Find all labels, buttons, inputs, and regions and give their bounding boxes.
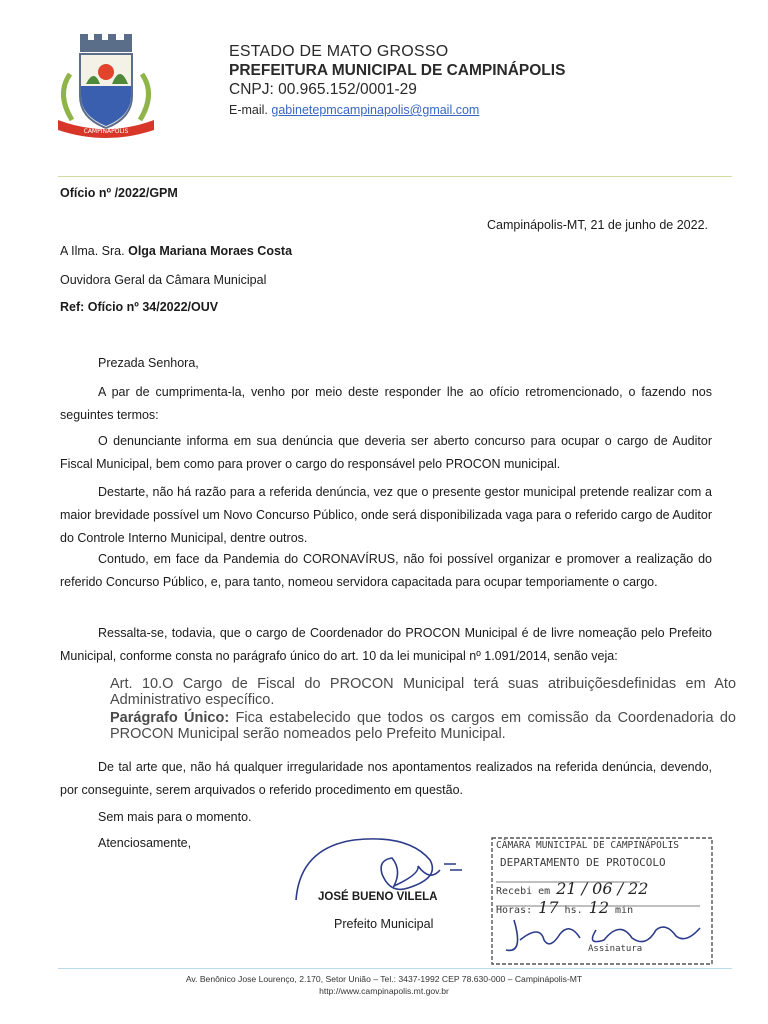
- salutation: Prezada Senhora,: [98, 356, 199, 370]
- paragraph-label: Parágrafo Único:: [110, 710, 230, 726]
- closing-line: Sem mais para o momento.: [98, 810, 252, 824]
- cnpj: CNPJ: 00.965.152/0001-29: [229, 81, 417, 98]
- hours-value: 17: [538, 898, 559, 917]
- addressee-role: Ouvidora Geral da Câmara Municipal: [60, 273, 267, 287]
- state-name: ESTADO DE MATO GROSSO: [229, 43, 449, 60]
- reference: Ref: Ofício nº 34/2022/OUV: [60, 300, 219, 314]
- paragraph-text: Fica estabelecido que todos os cargos em comissão da Coordenadoria do PROCON Municipal serão nomeados pelo Prefeito Municipal.: [110, 710, 736, 742]
- body-paragraph: O denunciante informa em sua denúncia que deveria ser aberto concurso para ocupar o cargo de Auditor Fiscal Municipal, bem como para prover o cargo do responsável pelo PROCON municipal.: [60, 434, 712, 471]
- body-paragraph: Destarte, não há razão para a referida denúncia, vez que o presente gestor municipal pretende realizar com a maior brevidade possível um Novo Concurso Público, onde será disponibilizada vaga para o referido cargo de Auditor do Controle Interno Municipal, dentre outros.: [60, 485, 712, 545]
- addressee-name: Olga Mariana Moraes Costa: [128, 244, 293, 258]
- body-paragraph: Ressalta-se, todavia, que o cargo de Coordenador do PROCON Municipal é de livre nomeação pelo Prefeito Municipal, conforme consta no parágrafo único do art. 10 da lei municipal nº 1.091/2014, senão veja:: [60, 626, 712, 663]
- office-number: Ofício nº /2022/GPM: [60, 186, 178, 200]
- letterhead: [229, 42, 565, 120]
- received-label: Recebi em: [496, 886, 551, 897]
- stamp-received: [496, 879, 648, 898]
- min-label: min: [615, 905, 634, 916]
- hs-label: hs.: [564, 905, 583, 916]
- signer-role: Prefeito Municipal: [334, 917, 434, 931]
- crest-ribbon-text: CAMPINÁPOLIS: [83, 128, 129, 135]
- place-date: Campinápolis-MT, 21 de junho de 2022.: [487, 218, 708, 232]
- footer-divider: [58, 968, 732, 969]
- stamp-signature-label: Assinatura: [588, 944, 643, 954]
- body-paragraph: A par de cumprimenta-la, venho por meio deste responder lhe ao ofício retromencionado, o fazendo nos seguintes termos:: [60, 385, 712, 422]
- hours-label: Horas:: [496, 905, 533, 916]
- email-label: E-mail.: [229, 103, 268, 117]
- prefecture-name: PREFEITURA MUNICIPAL DE CAMPINÁPOLIS: [229, 62, 566, 79]
- addressee: [60, 243, 292, 259]
- conclusion-paragraph: De tal arte que, não há qualquer irregularidade nos apontamentos realizados na referida denúncia, devendo, por conseguinte, serem arquivados o referido procedimento em questão.: [60, 760, 712, 797]
- municipal-crest-icon: [50, 34, 162, 146]
- footer-website[interactable]: http://www.campinapolis.mt.gov.br: [319, 986, 449, 996]
- article-label: Art. 10.: [110, 676, 163, 692]
- closing-salutation: Atenciosamente,: [98, 836, 192, 850]
- addressee-prefix: A Ilma. Sra.: [60, 244, 125, 258]
- stamp-line-1: CÂMARA MUNICIPAL DE CAMPINÁPOLIS: [496, 840, 680, 851]
- email-line: [229, 100, 565, 120]
- signer-name: JOSÉ BUENO VILELA: [318, 891, 438, 903]
- email-link[interactable]: gabinetepmcampinapolis@gmail.com: [271, 103, 480, 117]
- article-text: O Cargo de Fiscal do PROCON Municipal terá suas atribuiçõesdefinidas em Ato Administrativo específico.: [110, 676, 737, 708]
- footer-address: Av. Benônico Jose Lourenço, 2.170, Setor União – Tel.: 3437-1992 CEP 78.630-000 – Campinápolis-MT: [185, 974, 583, 984]
- body-paragraph: Contudo, em face da Pandemia do CORONAVÍRUS, não foi possível organizar e promover a realização do referido Concurso Público, e, para tanto, nomeou servidora capacitada para ocupar temporiamente o cargo.: [60, 552, 712, 589]
- law-article: [110, 676, 736, 708]
- minutes-value: 12: [588, 898, 609, 917]
- header-divider: [58, 176, 732, 177]
- stamp-line-2: DEPARTAMENTO DE PROTOCOLO: [500, 856, 666, 869]
- received-date: 21 / 06 / 22: [556, 879, 649, 898]
- law-paragraph: [110, 710, 736, 742]
